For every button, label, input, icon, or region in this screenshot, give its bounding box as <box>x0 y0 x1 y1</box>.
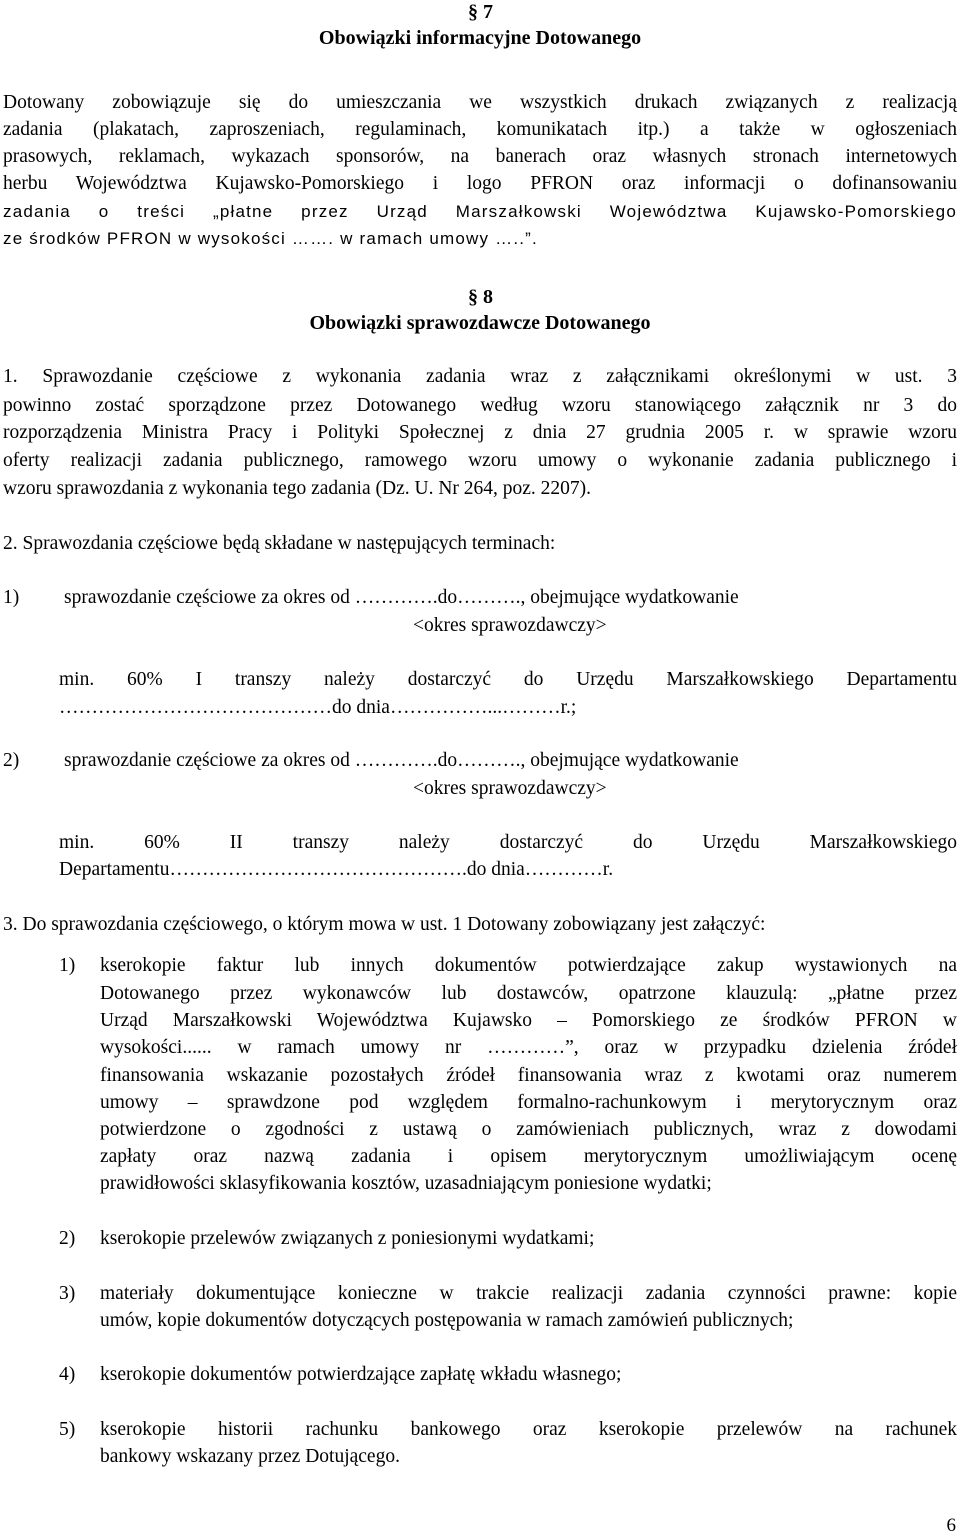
section-7-line-1: Dotowany zobowiązuje się do umieszczania we wszystkich drukach związanych z realizacją <box>3 93 957 113</box>
attachment-3-number: 3) <box>59 1283 76 1304</box>
term-1-number: 1) <box>3 587 20 608</box>
term-1-line-4: ……………………………………do dnia……………...………r.; <box>59 697 577 718</box>
attachment-3-line-1: materiały dokumentujące konieczne w trakcie realizacji zadania czynności prawne: kopie <box>100 1284 957 1304</box>
section-7-line-5: zadania o treści „płatne przez Urząd Marszałkowski Województwa Kujawsko-Pomorskiego <box>3 203 957 221</box>
section-8-p1-line-3: rozporządzenia Ministra Pracy i Polityki Społecznej z dnia 27 grudnia 2005 r. w sprawie wzoru <box>3 423 957 443</box>
term-2-line-1: sprawozdanie częściowe za okres od ………….do………., obejmujące wydatkowanie <box>64 750 739 771</box>
attachment-4-number: 4) <box>59 1364 76 1385</box>
section-8-p2: 2. Sprawozdania częściowe będą składane w następujących terminach: <box>3 533 556 554</box>
term-2-number: 2) <box>3 750 20 771</box>
attachment-1-line-2: Dotowanego przez wykonawców lub dostawców, opatrzone klauzulą: „płatne przez <box>100 984 957 1004</box>
term-2-line-3: min. 60% II transzy należy dostarczyć do Urzędu Marszałkowskiego <box>59 833 957 853</box>
attachment-1-line-6: umowy – sprawdzone pod względem formalno-rachunkowym i merytorycznym oraz <box>100 1093 957 1113</box>
term-1-line-2: <okres sprawozdawczy> <box>413 615 607 636</box>
attachment-1-line-1: kserokopie faktur lub innych dokumentów potwierdzające zakup wystawionych na <box>100 956 957 976</box>
section-8-p1-line-2: powinno zostać sporządzone przez Dotowanego według wzoru stanowiącego załącznik nr 3 do <box>3 396 957 416</box>
section-8-mark: § 8 <box>468 286 493 308</box>
attachment-1-line-7: potwierdzone o zgodności z ustawą o zamówieniach publicznych, wraz z dowodami <box>100 1120 957 1140</box>
attachment-5-line-2: bankowy wskazany przez Dotującego. <box>100 1446 400 1467</box>
section-7-line-3: prasowych, reklamach, wykazach sponsorów, na banerach oraz własnych stronach internetowych <box>3 147 957 167</box>
section-8-p1-line-5: wzoru sprawozdania z wykonania tego zadania (Dz. U. Nr 264, poz. 2207). <box>3 478 592 499</box>
term-1-line-1: sprawozdanie częściowe za okres od ………….do………., obejmujące wydatkowanie <box>64 587 739 608</box>
attachment-2-number: 2) <box>59 1228 76 1249</box>
section-7-line-6: ze środków PFRON w wysokości ……. w ramach umowy …..”. <box>3 229 538 248</box>
attachment-3-line-2: umów, kopie dokumentów dotyczących postępowania w ramach zamówień publicznych; <box>100 1310 794 1331</box>
attachment-1-line-9: prawidłowości sklasyfikowania kosztów, uzasadniającym poniesione wydatki; <box>100 1173 712 1194</box>
term-1-line-3: min. 60% I transzy należy dostarczyć do Urzędu Marszałkowskiego Departamentu <box>59 670 957 690</box>
section-8-p1-line-4: oferty realizacji zadania publicznego, ramowego wzoru umowy o wykonanie zadania publicznego i <box>3 451 957 471</box>
section-7-line-2: zadania (plakatach, zaproszeniach, regulaminach, komunikatach itp.) a także w ogłoszeniach <box>3 120 957 140</box>
page-number: 6 <box>946 1515 956 1536</box>
section-7-line-4: herbu Województwa Kujawsko-Pomorskiego i logo PFRON oraz informacji o dofinansowaniu <box>3 174 957 194</box>
attachment-4-line-1: kserokopie dokumentów potwierdzające zapłatę wkładu własnego; <box>100 1364 622 1385</box>
attachment-1-line-3: Urząd Marszałkowski Województwa Kujawsko – Pomorskiego ze środków PFRON w <box>100 1011 957 1031</box>
section-8-title: Obowiązki sprawozdawcze Dotowanego <box>309 312 651 334</box>
attachment-1-number: 1) <box>59 955 76 976</box>
attachment-1-line-8: zapłaty oraz nazwą zadania i opisem merytorycznym umożliwiającym ocenę <box>100 1147 957 1167</box>
section-8-p1-line-1: 1. Sprawozdanie częściowe z wykonania zadania wraz z załącznikami określonymi w ust. 3 <box>3 367 957 387</box>
attachment-1-line-5: finansowania wskazanie pozostałych źródeł finansowania wraz z kwotami oraz numerem <box>100 1066 957 1086</box>
term-2-line-4: Departamentu……………………………………….do dnia…………r. <box>59 859 614 880</box>
section-7-title: Obowiązki informacyjne Dotowanego <box>318 27 642 49</box>
section-7-mark: § 7 <box>468 1 493 23</box>
attachment-1-line-4: wysokości...... w ramach umowy nr …………”, oraz w przypadku dzielenia źródeł <box>100 1038 957 1058</box>
attachment-5-line-1: kserokopie historii rachunku bankowego oraz kserokopie przelewów na rachunek <box>100 1420 957 1440</box>
attachment-5-number: 5) <box>59 1419 76 1440</box>
attachment-2-line-1: kserokopie przelewów związanych z poniesionymi wydatkami; <box>100 1228 595 1249</box>
term-2-line-2: <okres sprawozdawczy> <box>413 778 607 799</box>
section-8-p3: 3. Do sprawozdania częściowego, o którym mowa w ust. 1 Dotowany zobowiązany jest załączyć: <box>3 914 766 935</box>
